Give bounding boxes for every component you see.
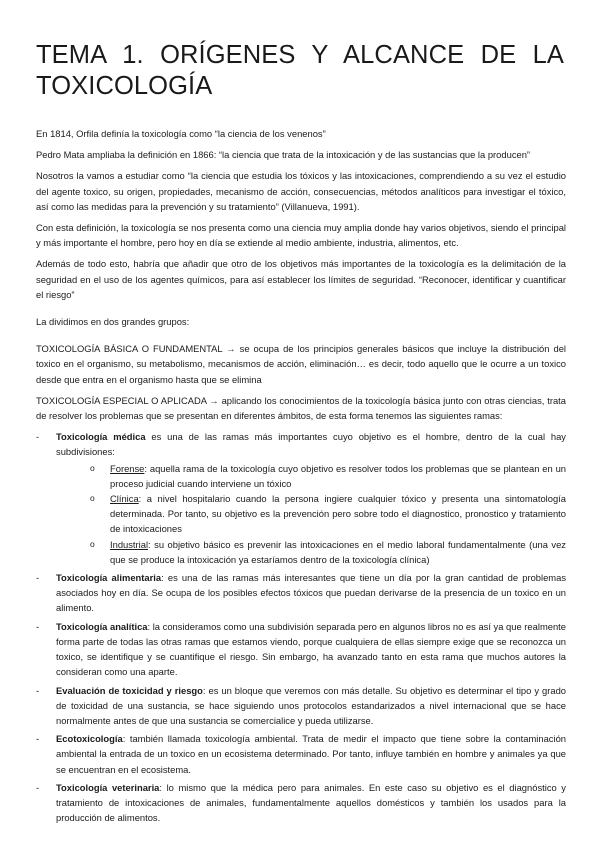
- branches-list: [36, 429, 566, 825]
- branch-text: : es un bloque que veremos con más detalle. Su objetivo es determinar el tipo y grado de toxicidad de una sustancia, se hace siguiendo unos protocolos estandarizados a nivel internacional que se hace normalmente antes de que una sustancia se comercialice y pueda utilizarse.: [56, 684, 566, 726]
- paragraph-basic-toxicology: TOXICOLOGÍA BÁSICA O FUNDAMENTAL → se ocupa de los principios generales básicos que incluye la distribución del toxico en el organismo, su metabolismo, mecanismos de acción, eliminación… es decir, todo aquello que le ocurre a un toxico desde que entra en el organismo hasta que se elimina: [36, 343, 566, 385]
- branch-term: Ecotoxicología: [56, 733, 123, 745]
- branch-term: Toxicología analítica: [56, 620, 148, 632]
- list-item: [76, 537, 566, 567]
- paragraph-safety: Además de todo esto, habría que añadir que otro de los objetivos más importantes de la toxicología es la delimitación de la seguridad en el uso de los agentes químicos, para así establecer los límites de seguridad. “Reconocer, identificar y cuantificar el riesgo”: [36, 258, 566, 300]
- branch-text: : es una de las ramas más interesantes que tiene un día por la gran cantidad de problemas asociados hoy en día. Se ocupa de los posibles efectos tóxicos que puedan derivarse de la presencia de un toxico en un alimento.: [56, 572, 567, 614]
- list-item: [76, 491, 566, 537]
- paragraph-groups-intro: La dividimos en dos grandes grupos:: [36, 316, 190, 328]
- branch-text: : también llamada toxicología ambiental. Trata de medir el impacto que tiene sobre la contaminación ambiental la entrada de un toxico en un ecosistema determinado. Por tanto, influye también en hombre y animales ya que se encuentran en el ecosistema.: [56, 733, 566, 775]
- paragraph-definition: Nosotros la vamos a estudiar como “la ciencia que estudia los tóxicos y las intoxicaciones, comprendiendo a su vez el estudio del agente toxico, su origen, propiedades, mecanismo de acción, consecuencias, métodos analíticos para investigar el tóxico, así como las medidas para la prevención y su tratamiento” (Villanueva, 1991).: [36, 170, 566, 212]
- list-item: [36, 429, 566, 567]
- subbranch-term: Clínica: [110, 493, 139, 505]
- subbranches-list: [56, 461, 566, 567]
- branch-term: Toxicología alimentaria: [56, 572, 162, 584]
- branch-text: es una de las ramas más importantes cuyo objetivo es el hombre, dentro de la cual hay subdivisiones:: [56, 431, 566, 458]
- list-item: [36, 683, 566, 729]
- branch-term: Toxicología médica: [56, 431, 146, 443]
- list-item: [76, 461, 566, 491]
- subbranch-text: : a nivel hospitalario cuando la persona ingiere cualquier tóxico y presenta una sintomatología determinada. Por tanto, su objetivo es la prevención pero sobre todo el diagnostico, pronostico y tratamiento de intoxicaciones: [110, 493, 566, 535]
- paragraph-applied-toxicology: TOXICOLOGÍA ESPECIAL O APLICADA → aplicando los conocimientos de la toxicología básica junto con otras ciencias, trata de resolver los problemas que se presentan en diferentes ámbitos, de esta forma tenemos las siguientes ramas:: [36, 394, 566, 422]
- subbranch-term: Industrial: [110, 538, 149, 550]
- paragraph-scope: Con esta definición, la toxicología se nos presenta como una ciencia muy amplia donde hay varios objetivos, siendo el principal y más importante el hombre, pero hoy en día se extiende al medio ambiente, industria, alimentos, etc.: [36, 222, 566, 249]
- paragraph-orfila: En 1814, Orfila definía la toxicología como “la ciencia de los venenos”: [36, 128, 326, 139]
- branch-text: : lo mismo que la médica pero para animales. En este caso su objetivo es el diagnóstico y tratamiento de intoxicaciones de animales, fundamentalmente aquellos domésticos y también los usados para la producción de alimentos.: [56, 781, 566, 824]
- subbranch-term: Forense: [110, 462, 145, 474]
- subbranch-text: : aquella rama de la toxicología cuyo objetivo es resolver todos los problemas que se plantean en un proceso judicial cuando interviene un tóxico: [110, 462, 566, 489]
- branch-text: : la consideramos como una subdivisión separada pero en algunos libros no es así ya que realmente forma parte de todas las otras ramas que estamos viendo, porque cualquiera de ellas siempre exige que se reconozca un toxico, se identifique y se cuantifique el riesgo. Sin embargo, ha avanzado tanto en esta rama que muchos autores la consideran como una aparte.: [56, 620, 566, 678]
- list-item: [36, 780, 566, 826]
- branch-term: Evaluación de toxicidad y riesgo: [56, 684, 203, 696]
- list-item: [36, 619, 566, 680]
- list-item: [36, 731, 566, 777]
- list-item: [36, 570, 566, 616]
- page-title: TEMA 1. ORÍGENES Y ALCANCE DE LA TOXICOLOGÍA: [36, 41, 564, 100]
- document-body: [36, 126, 566, 828]
- paragraph-mata: Pedro Mata ampliaba la definición en 1866: “la ciencia que trata de la intoxicación y de las sustancias que la producen”: [36, 149, 531, 161]
- branch-term: Toxicología veterinaria: [56, 781, 160, 793]
- subbranch-text: : su objetivo básico es prevenir las intoxicaciones en el medio laboral fundamentalmente (una vez que se produce la intoxicación ya estaríamos dentro de la toxicología clínica): [110, 538, 566, 565]
